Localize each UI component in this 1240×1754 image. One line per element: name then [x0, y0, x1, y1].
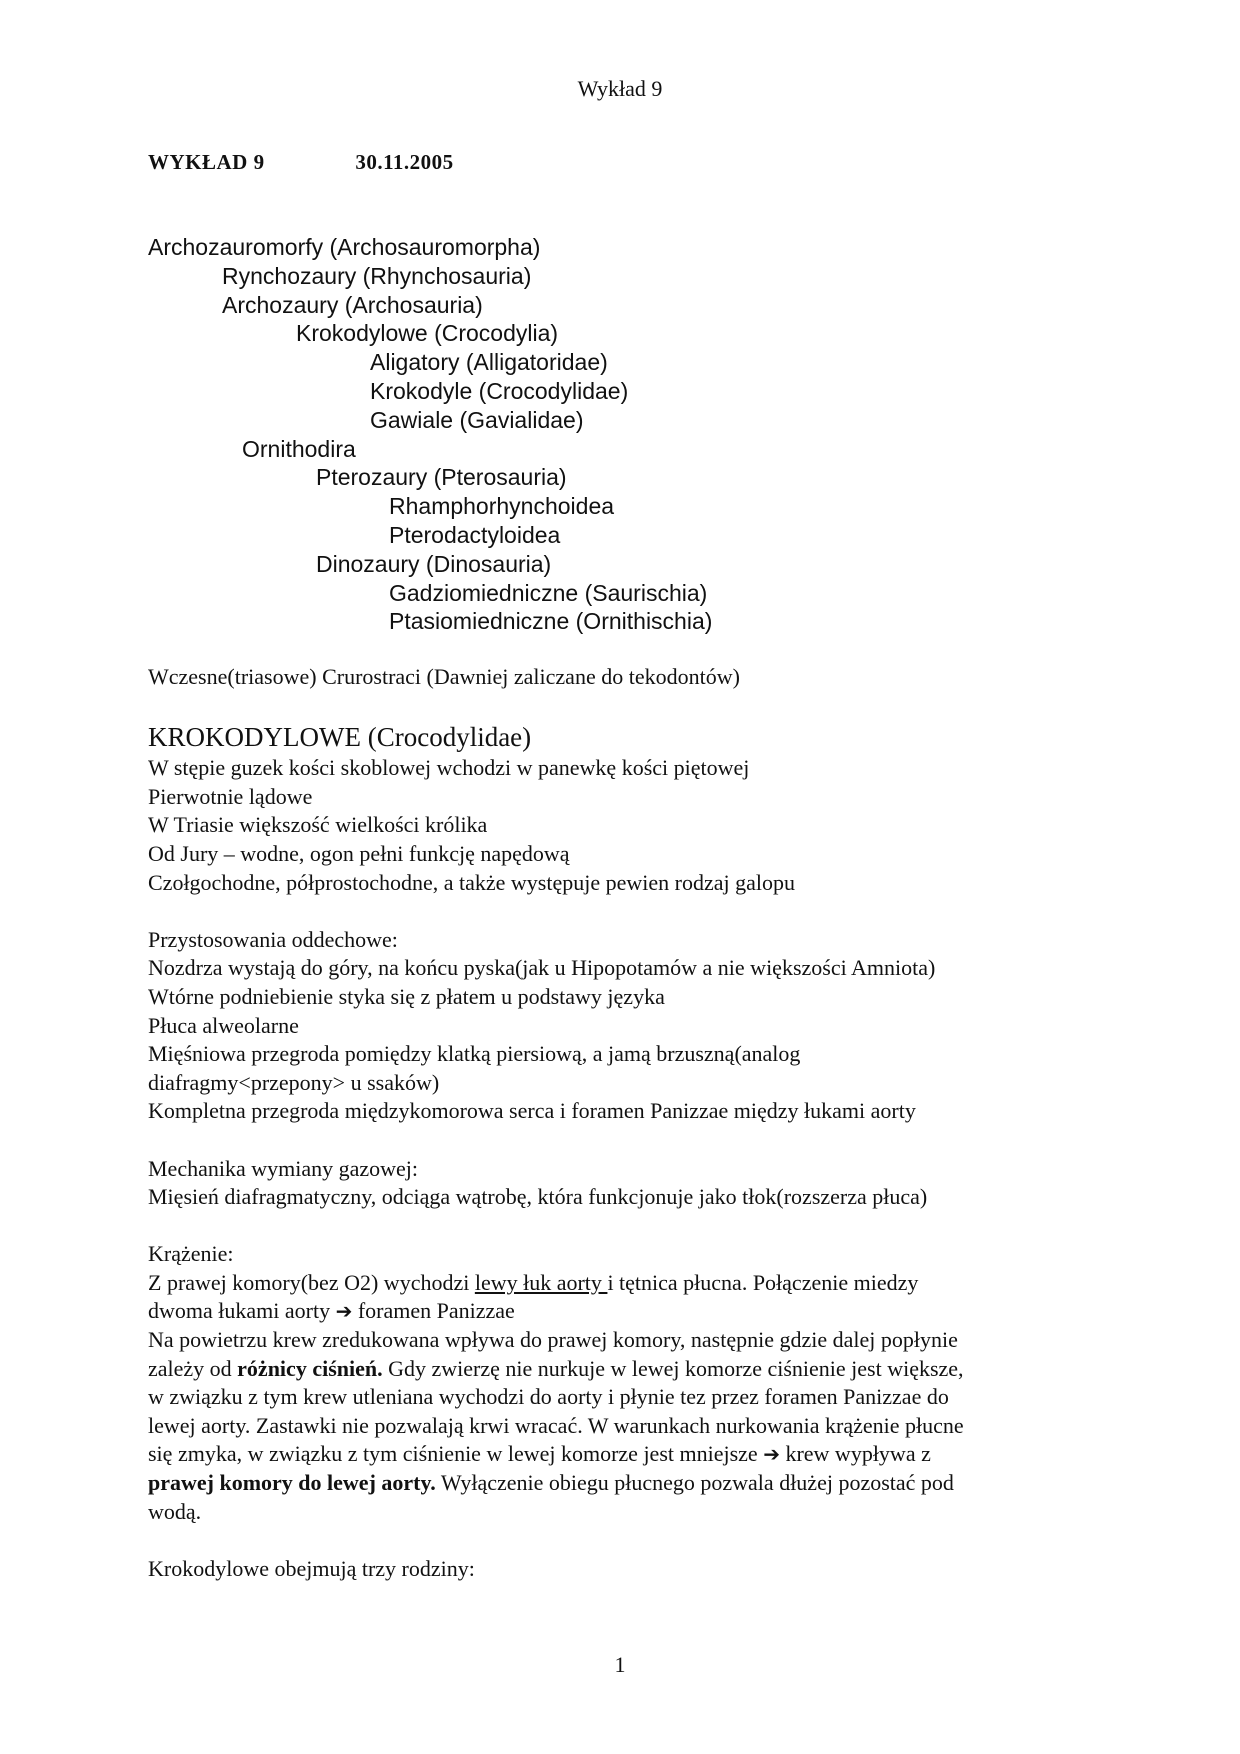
- arrow-right-icon: ➔: [763, 1442, 780, 1467]
- text-line: Mięsień diafragmatyczny, odciąga wątrobę, która funkcjonuje jako tłok(rozszerza płuca): [148, 1184, 928, 1210]
- tree-item: Gawiale (Gavialidae): [370, 406, 584, 433]
- lecture-date: 30.11.2005: [355, 150, 454, 174]
- page-header: Wykład 9: [577, 76, 663, 101]
- text-line: lewej aorty. Zastawki nie pozwalają krwi wracać. W warunkach nurkowania krążenie płucne: [148, 1412, 964, 1438]
- text-line: wodą.: [148, 1498, 202, 1524]
- text-line: Nozdrza wystają do góry, na końcu pyska(jak u Hipopotamów a nie większości Amniota): [148, 955, 936, 981]
- text-line: Mięśniowa przegroda pomiędzy klatką piersiową, a jamą brzuszną(analog: [148, 1041, 801, 1067]
- tree-item: Aligatory (Alligatoridae): [370, 349, 608, 376]
- tree-item: Rhamphorhynchoidea: [389, 493, 615, 520]
- tree-item: Rynchozaury (Rhynchosauria): [222, 262, 532, 289]
- taxonomy-tree: [148, 233, 712, 636]
- tree-item: Pterozaury (Pterosauria): [316, 464, 567, 491]
- text-line: Z prawej komory(bez O2) wychodzi lewy łuk aorty i tętnica płucna. Połączenie miedzy: [148, 1269, 919, 1295]
- tree-item: Ptasiomiedniczne (Ornithischia): [389, 608, 713, 635]
- circulation-heading: Krążenie:: [148, 1241, 234, 1267]
- text-line: się zmyka, w związku z tym ciśnienie w lewej komorze jest mniejsze ➔ krew wypływa z: [148, 1441, 931, 1467]
- text-line: Na powietrzu krew zredukowana wpływa do prawej komory, następnie gdzie dalej popłynie: [148, 1327, 958, 1353]
- text-line: zależy od różnicy ciśnień. Gdy zwierzę nie nurkuje w lewej komorze ciśnienie jest większe,: [148, 1355, 964, 1381]
- families-line: Krokodylowe obejmują trzy rodziny:: [148, 1555, 475, 1581]
- text-line: w związku z tym krew utleniana wychodzi do aorty i płynie tez przez foramen Panizzae do: [148, 1384, 949, 1410]
- lecture-title: [148, 150, 454, 175]
- page-number: 1: [614, 1652, 626, 1677]
- section-heading: KROKODYLOWE (Crocodylidae): [148, 722, 532, 753]
- text-line: Pierwotnie lądowe: [148, 783, 313, 809]
- tree-item: Gadziomiedniczne (Saurischia): [389, 579, 708, 606]
- lecture-number: WYKŁAD 9: [148, 150, 265, 174]
- bold-term: prawej komory do lewej aorty.: [148, 1470, 436, 1496]
- breathing-heading: Przystosowania oddechowe:: [148, 926, 398, 952]
- tree-item: Archozaury (Archosauria): [222, 291, 483, 318]
- tree-item: Krokodyle (Crocodylidae): [370, 377, 629, 404]
- text-line: prawej komory do lewej aorty. Wyłączenie obiegu płucnego pozwala dłużej pozostać pod: [148, 1470, 954, 1496]
- text-line: W stępie guzek kości skoblowej wchodzi w panewkę kości piętowej: [148, 755, 750, 781]
- arrow-right-icon: ➔: [335, 1299, 353, 1324]
- bold-term: różnicy ciśnień.: [237, 1355, 383, 1381]
- tree-item: Pterodactyloidea: [389, 521, 561, 548]
- crurotarsi-line: Wczesne(triasowe) Crurostraci (Dawniej zaliczane do tekodontów): [148, 664, 740, 689]
- text-line: diafragmy<przepony> u ssaków): [148, 1069, 440, 1095]
- text-line: Od Jury – wodne, ogon pełni funkcję napędową: [148, 840, 570, 866]
- text-line: Czołgochodne, półprostochodne, a także występuje pewien rodzaj galopu: [148, 869, 795, 895]
- tree-item: Ornithodira: [242, 435, 356, 462]
- text-line: Wtórne podniebienie styka się z płatem u podstawy języka: [148, 983, 665, 1009]
- text-line: dwoma łukami aorty ➔ foramen Panizzae: [148, 1298, 515, 1324]
- gas-heading: Mechanika wymiany gazowej:: [148, 1155, 419, 1181]
- text-line: W Triasie większość wielkości królika: [148, 812, 488, 838]
- tree-item: Dinozaury (Dinosauria): [316, 550, 552, 577]
- tree-item: Archozauromorfy (Archosauromorpha): [148, 234, 541, 260]
- tree-item: Krokodylowe (Crocodylia): [296, 320, 559, 347]
- text-line: Kompletna przegroda międzykomorowa serca i foramen Panizzae między łukami aorty: [148, 1098, 916, 1124]
- document-body: [148, 663, 1088, 1583]
- text-line: Płuca alweolarne: [148, 1012, 299, 1038]
- underlined-term: lewy łuk aorty: [474, 1269, 608, 1295]
